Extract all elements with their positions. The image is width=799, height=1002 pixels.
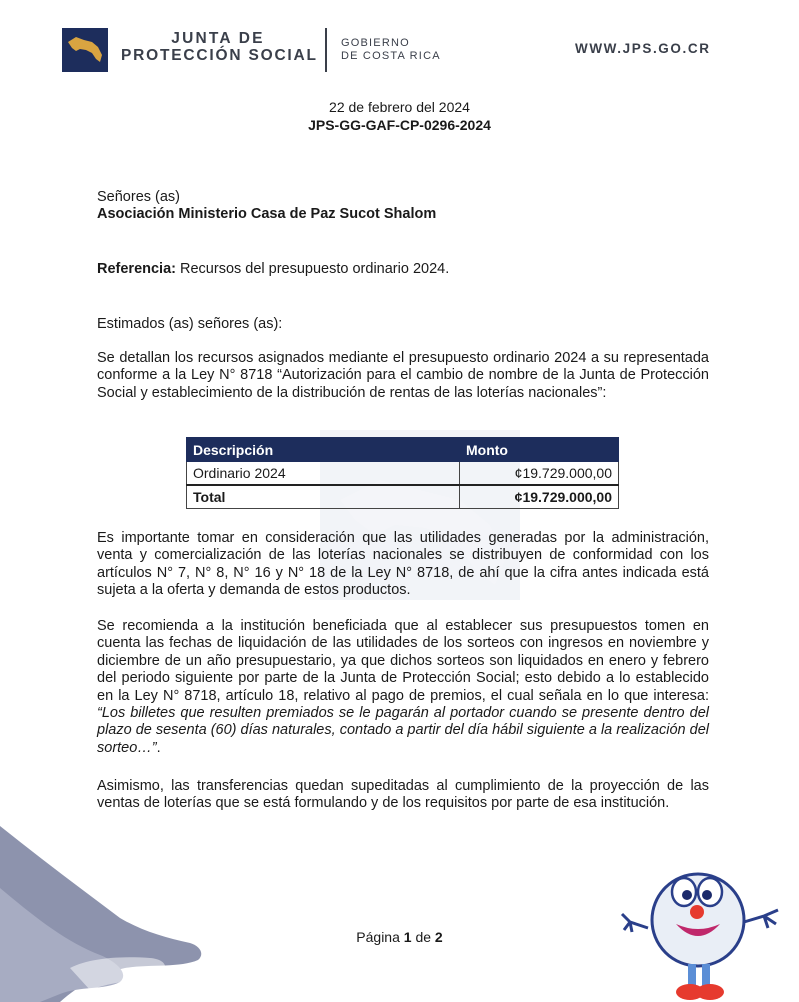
- budget-table: [186, 437, 619, 509]
- page-word: Página: [356, 929, 400, 945]
- header-divider: [325, 28, 327, 72]
- table-row: [187, 462, 619, 486]
- recipient-name: Asociación Ministerio Casa de Paz Sucot Shalom: [97, 206, 437, 222]
- reference-label: Referencia:: [97, 261, 176, 277]
- org-name-line2: PROTECCIÓN SOCIAL: [121, 47, 318, 64]
- paragraph-4: Asimismo, las transferencias quedan supeditadas al cumplimiento de la proyección de las ventas de loterías que se está formulando y de los requisitos por parte de esa institución.: [97, 778, 709, 812]
- reference-line: [97, 261, 449, 277]
- gov-line2: DE COSTA RICA: [341, 50, 441, 62]
- jps-logo: [62, 28, 108, 72]
- page-number: [0, 929, 799, 945]
- salutation: Señores (as): [97, 189, 181, 205]
- page-current: 1: [403, 929, 412, 945]
- hands-illustration-icon: [0, 818, 210, 1002]
- table-total-row: [187, 485, 619, 509]
- column-header-description: Descripción: [187, 438, 460, 462]
- paragraph-2: Es importante tomar en consideración que las utilidades generadas por la administración, venta y comercialización de las loterías nacionales se distribuyen de conformidad con los artículos N° 7, N° 8, N° 16 y N° 18 de la Ley N° 8718, de ahí que la cifra antes indicada está sujeta a la oferta y demanda de estos productos.: [97, 530, 709, 599]
- law-quote: “Los billetes que resulten premiados se le pagarán al portador cuando se presente dentro del plazo de sesenta (60) días naturales, contado a partir del día hábil siguiente a la realización del sorteo…”: [97, 705, 709, 756]
- table-header-row: [187, 438, 619, 462]
- costa-rica-map-icon: [62, 28, 108, 72]
- row-amount: ¢19.729.000,00: [460, 462, 619, 486]
- reference-text: Recursos del presupuesto ordinario 2024.: [175, 261, 450, 277]
- page-of: de: [415, 929, 432, 945]
- column-header-amount: Monto: [460, 438, 619, 462]
- total-amount: ¢19.729.000,00: [460, 485, 619, 509]
- org-name-line1: JUNTA DE: [171, 30, 265, 47]
- paragraph-3: [97, 618, 709, 757]
- gov-line1: GOBIERNO: [341, 37, 410, 49]
- paragraph-3-text: Se recomienda a la institución beneficiada que al establecer sus presupuestos tomen en cuenta las fechas de liquidación de las utilidades de los sorteos con ingresos en noviembre y diciembre de un año presupuestario, ya que dichos sorteos son liquidados en enero y febrero del periodo siguiente por parte de la Junta de Protección Social; esto debido a lo establecido en la Ley N° 8718, artículo 18, relativo al pago de premios, el cual señala en lo que interesa:: [97, 618, 709, 704]
- letter-date: 22 de febrero del 2024: [329, 99, 470, 115]
- total-label: Total: [187, 485, 460, 509]
- paragraph-1: Se detallan los recursos asignados mediante el presupuesto ordinario 2024 a su representada conforme a la Ley N° 8718 “Autorización para el cambio de nombre de la Junta de Protección Social y establecimiento de la distribución de rentas de las loterías nacionales”:: [97, 350, 709, 401]
- page-total: 2: [434, 929, 443, 945]
- greeting: Estimados (as) señores (as):: [97, 316, 283, 332]
- website-link[interactable]: WWW.JPS.GO.CR: [575, 41, 711, 56]
- row-description: Ordinario 2024: [187, 462, 460, 486]
- reference-code: JPS-GG-GAF-CP-0296-2024: [308, 117, 491, 133]
- paragraph-3-end: .: [156, 739, 161, 756]
